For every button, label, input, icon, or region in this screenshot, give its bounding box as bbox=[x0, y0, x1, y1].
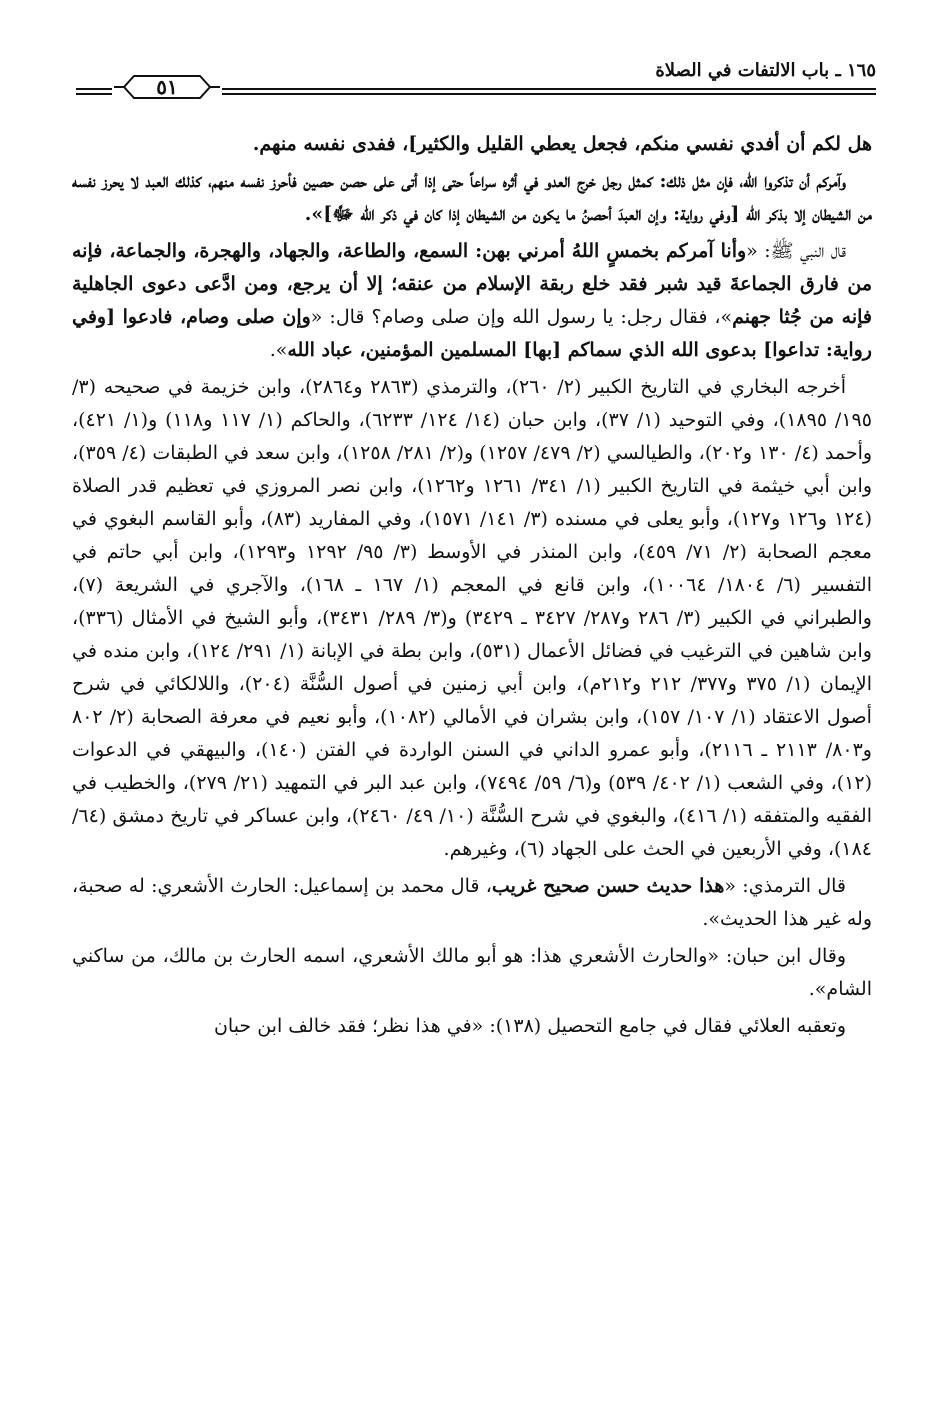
p5-intro: قال الترمذي: « bbox=[724, 875, 847, 897]
paragraph-takhrij: أخرجه البخاري في التاريخ الكبير (٢/ ٢٦٠)، والترمذي (٢٨٦٣ و٢٨٦٤)، وابن خزيمة في صحيحه (٣/ ١٩٥/ ١٨٩٥)، وفي التوحيد (١/ ٣٧)، وابن حبان (١٤/ ١٢٤/ ٦٢٣٣)، والحاكم (١/ ١١٧ و١١٨) و(١/ ٤٢١)، وأحمد (٤/ ١٣٠ و٢٠٢)، والطيالسي (٢/ ٤٧٩/ ١٢٥٧) و(٢/ ٢٨١/ ١٢٥٨)، وابن سعد في الطبقات (٤/ ٣٥٩)، وابن أبي خيثمة في التاريخ الكبير (١/ ٣٤١/ ١٢٦١ و١٢٦٢)، وابن نصر المروزي في تعظيم قدر الصلاة (١٢٤ و١٢٦ و١٢٧)، وأبو يعلى في مسنده (٣/ ١٤١/ ١٥٧١)، وفي المفاريد (٨٣)، وأبو القاسم البغوي في معجم الصحابة (٢/ ٧١/ ٤٥٩)، وابن المنذر في الأوسط (٣/ ٩٥/ ١٢٩٢ و١٢٩٣)، وابن أبي حاتم في التفسير (٦/ ١٨٠٤/ ١٠٠٦٤)، وابن قانع في المعجم (١/ ١٦٧ ـ ١٦٨)، والآجري في الشريعة (٧)، والطبراني في الكبير (٣/ ٢٨٦ و٢٨٧/ ٣٤٢٧ ـ ٣٤٢٩) و(٣/ ٢٨٩/ ٣٤٣١)، وأبو الشيخ في الأمثال (٣٣٦)، وابن شاهين في الترغيب في فضائل الأعمال (٥٣١)، وابن بطة في الإبانة (١/ ٢٩١/ ١٢٤)، وابن منده في الإيمان (١/ ٣٧٥ و٣٧٧/ ٢١٢ و٢١٢م)، وابن أبي زمنين في أصول السُّنَّة (٢٠٤)، واللالكائي في شرح أصول الاعتقاد (١/ ١٠٧/ ١٥٧)، وابن بشران في الأمالي (١٠٨٢)، وأبو نعيم في معرفة الصحابة (٢/ ٨٠٢ و٨٠٣/ ٢١١٣ ـ ٢١١٦)، وأبو عمرو الداني في السنن الواردة في الفتن (١٤٠)، والبيهقي في الدعوات (١٢)، وفي الشعب (١/ ٤٠٢/ ٥٣٩) و(٦/ ٥٩/ ٧٤٩٤)، وابن عبد البر في التمهيد (٢١/ ٢٧٩)، والخطيب في الفقيه والمتفقه (١/ ٤١٦)، والبغوي في شرح السُّنَّة (١٠/ ٤٩/ ٢٤٦٠)، وابن عساكر في تاريخ دمشق (٦٤/ ١٨٤)، وفي الأربعين في الحث على الجهاد (٦)، وغيرهم. bbox=[72, 376, 873, 860]
p3-intro: قال النبي ﷺ: « bbox=[746, 240, 846, 262]
paragraph-ibn-hibban: وقال ابن حبان: «والحارث الأشعري هذا: هو أبو مالك الأشعري، اسمه الحارث بن مالك، من ساكني الشام». bbox=[72, 945, 872, 1000]
p3-end: ». bbox=[269, 339, 288, 361]
p3-hadith-2: وإن صلى وصام، فادعوا [وفي رواية: تداعوا] بدعوى الله الذي سماكم [بها] المسلمين المؤمنين، عباد الله bbox=[72, 306, 872, 361]
p3-hadith: وأنا آمركم بخمسٍ اللهُ أمرني بهن: السمع، والطاعة، والجهاد، والهجرة، والجماعة، فإنه من فارق الجماعةَ قيد شبر فقد خلع ربقة الإسلام من عنقه؛ إلا أن يرجع، ومن ادَّعى دعوى الجاهلية فإنه من جُثا جهنم bbox=[72, 240, 873, 328]
main-text bbox=[72, 128, 872, 1047]
paragraph-2: وآمركم أن تذكروا الله، فإن مثل ذلك: كمثل رجل خرج العدو في أثره سراعاً حتى إذا أتى على حصن حصين فأحرز نفسه منهم، كذلك العبد لا يحرز نفسه من الشيطان إلا بذكر الله [وفي رواية: وإن العبدَ أحصنُ ما يكون من الشيطان إذا كان في ذكر الله ﷻ]». bbox=[72, 170, 872, 225]
paragraph-3 bbox=[72, 235, 872, 367]
p5-grade: هذا حديث حسن صحيح غريب bbox=[491, 875, 725, 897]
page-number: ٥١ bbox=[156, 75, 178, 99]
paragraph-tirmidhi bbox=[72, 870, 872, 936]
p5-end: ، قال محمد بن إسماعيل: الحارث الأشعري: له صحبة، وله غير هذا الحديث». bbox=[72, 875, 872, 930]
p3-mid: »، فقال رجل: يا رسول الله وإن صلى وصام؟ قال: « bbox=[310, 306, 733, 328]
page-header bbox=[76, 56, 876, 106]
page-number-frame bbox=[112, 72, 222, 102]
paragraph-alai: وتعقبه العلائي فقال في جامع التحصيل (١٣٨): «في هذا نظر؛ فقد خالف ابن حبان bbox=[213, 1015, 846, 1037]
running-title: ١٦٥ ـ باب الالتفات في الصلاة bbox=[655, 60, 876, 81]
paragraph-1: هل لكم أن أفدي نفسي منكم، فجعل يعطي القليل والكثير]، ففدى نفسه منهم. bbox=[252, 133, 872, 155]
